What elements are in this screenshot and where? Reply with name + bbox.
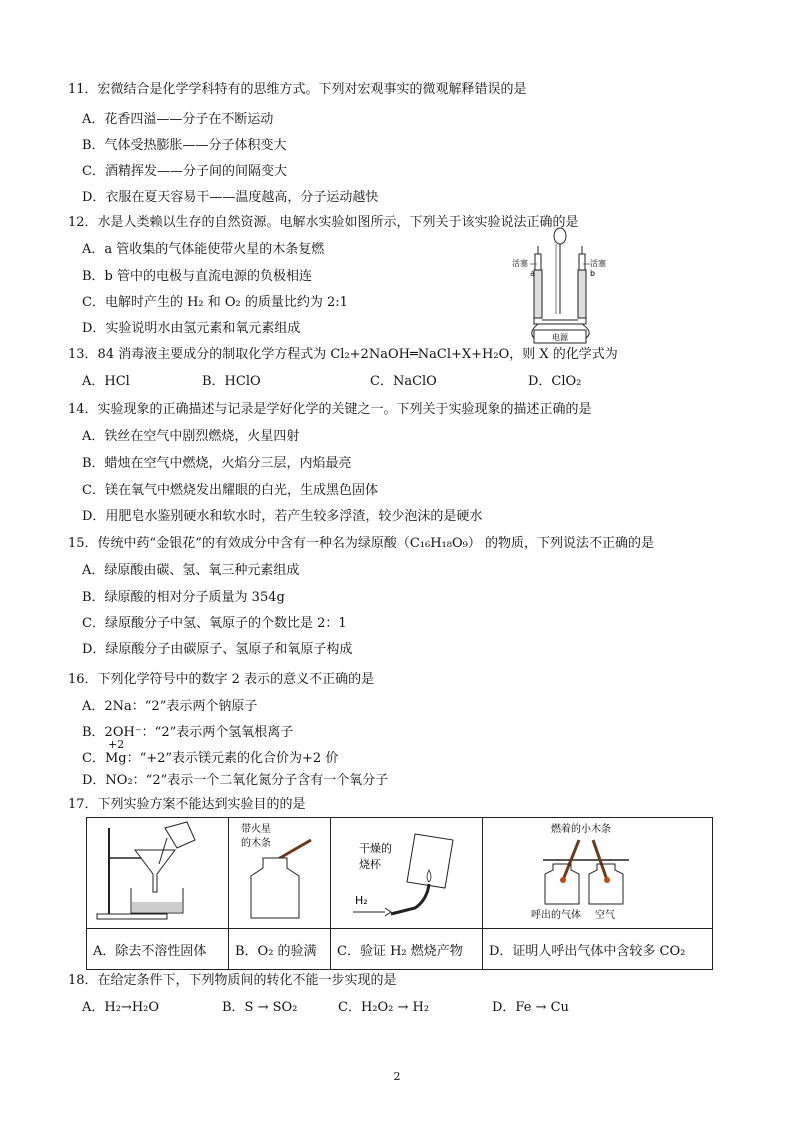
filtration-apparatus-icon bbox=[87, 818, 227, 924]
stopcock-right-label: 活塞 bbox=[590, 259, 606, 268]
electrolysis-apparatus-figure bbox=[504, 222, 616, 344]
q14-stem: 14．实验现象的正确描述与记录是学好化学的关键之一。下列关于实验现象的描述正确的是 bbox=[68, 402, 592, 417]
q17-figure-d bbox=[483, 818, 713, 929]
q15-option-a: A．绿原酸由碳、氢、氧三种元素组成 bbox=[82, 563, 300, 578]
q17-figure-b bbox=[229, 818, 331, 929]
q16-valence-superscript: +2 bbox=[108, 738, 125, 751]
q13-option-a: A．HCl bbox=[82, 374, 130, 389]
oxygen-test-bottle-icon bbox=[229, 818, 329, 924]
q14-option-c: C．镁在氧气中燃烧发出耀眼的白光，生成黑色固体 bbox=[82, 483, 378, 498]
q12-option-c: C．电解时产生的 H₂ 和 O₂ 的质量比约为 2:1 bbox=[82, 295, 348, 310]
q17-b-label-bottom: 的木条 bbox=[241, 838, 271, 849]
q18-options bbox=[82, 999, 642, 1017]
q17-c-label-top: 干燥的 bbox=[359, 842, 392, 855]
q17-stem: 17．下列实验方案不能达到实验目的的是 bbox=[68, 797, 306, 812]
tube-b-label: b bbox=[590, 269, 596, 278]
q17-b-label-top: 带火星 bbox=[241, 824, 271, 835]
q13-option-c: C．NaClO bbox=[370, 374, 437, 389]
q15-option-d: D．绿原酸分子由碳原子、氢原子和氧原子构成 bbox=[82, 642, 353, 657]
q15-option-c: C．绿原酸分子中氢、氧原子的个数比是 2：1 bbox=[82, 616, 347, 631]
q18-option-c: C．H₂O₂ → H₂ bbox=[338, 1000, 430, 1015]
q17-caption-b: B．O₂ 的验满 bbox=[229, 929, 331, 970]
q18-option-a: A．H₂→H₂O bbox=[82, 1000, 160, 1015]
q12-option-a: A．a 管收集的气体能使带火星的木条复燃 bbox=[82, 242, 325, 257]
q13-stem: 13．84 消毒液主要成分的制取化学方程式为 Cl₂+2NaOH═NaCl+X+H₂O，则 X 的化学式为 bbox=[68, 347, 618, 362]
q16-option-c: C．Mg：“+2”表示镁元素的化合价为+2 价 bbox=[82, 751, 339, 766]
q18-option-b: B．S → SO₂ bbox=[222, 1000, 298, 1015]
q17-figure-c bbox=[331, 818, 483, 929]
q17-d-label-top: 燃着的小木条 bbox=[551, 824, 611, 835]
q11-stem: 11．宏微结合是化学学科特有的思维方式。下列对宏观事实的微观解释错误的是 bbox=[68, 82, 527, 97]
q17-caption-d: D．证明人呼出气体中含较多 CO₂ bbox=[483, 929, 713, 970]
stopcock-left-label: 活塞 bbox=[512, 259, 528, 268]
q18-option-d: D．Fe → Cu bbox=[492, 1000, 569, 1015]
q13-option-d: D．ClO₂ bbox=[528, 374, 582, 389]
q17-figure-a bbox=[87, 818, 229, 929]
q11-option-c: C．酒精挥发——分子间的间隔变大 bbox=[82, 164, 287, 179]
q16-option-b: B．2OH⁻：“2”表示两个氢氧根离子 bbox=[82, 725, 294, 740]
q11-option-b: B．气体受热膨胀——分子体积变大 bbox=[82, 138, 287, 153]
q17-c-gas-label: H₂ bbox=[355, 894, 368, 907]
q13-options bbox=[82, 373, 642, 391]
hydrogen-combustion-icon bbox=[331, 818, 481, 924]
q16-option-d: D．NO₂：“2”表示一个二氧化氮分子含有一个氧分子 bbox=[82, 773, 389, 788]
q11-option-a: A．花香四溢——分子在不断运动 bbox=[82, 112, 274, 127]
q17-caption-a: A．除去不溶性固体 bbox=[87, 929, 229, 970]
q14-option-b: B．蜡烛在空气中燃烧，火焰分三层，内焰最亮 bbox=[82, 456, 352, 471]
q12-option-b: B．b 管中的电极与直流电源的负极相连 bbox=[82, 269, 313, 284]
q11-option-d: D．衣服在夏天容易干——温度越高，分子运动越快 bbox=[82, 190, 379, 205]
page-number: 2 bbox=[393, 1070, 401, 1083]
q16-option-a: A．2Na：“2”表示两个钠原子 bbox=[82, 699, 258, 714]
breath-comparison-icon bbox=[483, 818, 711, 924]
q17-d-label-right: 空气 bbox=[595, 910, 615, 921]
tube-a-label: a bbox=[530, 269, 535, 278]
q12-stem: 12．水是人类赖以生存的自然资源。电解水实验如图所示，下列关于该实验说法正确的是 bbox=[68, 215, 579, 230]
q15-option-b: B．绿原酸的相对分子质量为 354g bbox=[82, 590, 285, 605]
q14-option-d: D．用肥皂水鉴别硬水和软水时，若产生较多浮渣，较少泡沫的是硬水 bbox=[82, 509, 483, 524]
q17-experiment-table bbox=[86, 817, 713, 970]
q15-stem: 15．传统中药“金银花”的有效成分中含有一种名为绿原酸（C₁₆H₁₈O₉） 的物质，下列说法不正确的是 bbox=[68, 536, 654, 551]
q13-option-b: B．HClO bbox=[202, 374, 261, 389]
power-label: 电源 bbox=[552, 333, 568, 342]
q17-d-label-left: 呼出的气体 bbox=[531, 910, 581, 921]
q14-option-a: A．铁丝在空气中剧烈燃烧，火星四射 bbox=[82, 429, 300, 444]
q16-stem: 16．下列化学符号中的数字 2 表示的意义不正确的是 bbox=[68, 672, 375, 687]
q17-c-label-bottom: 烧杯 bbox=[359, 858, 381, 871]
q18-stem: 18．在给定条件下，下列物质间的转化不能一步实现的是 bbox=[68, 973, 397, 988]
q12-option-d: D．实验说明水由氢元素和氧元素组成 bbox=[82, 321, 301, 336]
q17-caption-c: C．验证 H₂ 燃烧产物 bbox=[331, 929, 483, 970]
